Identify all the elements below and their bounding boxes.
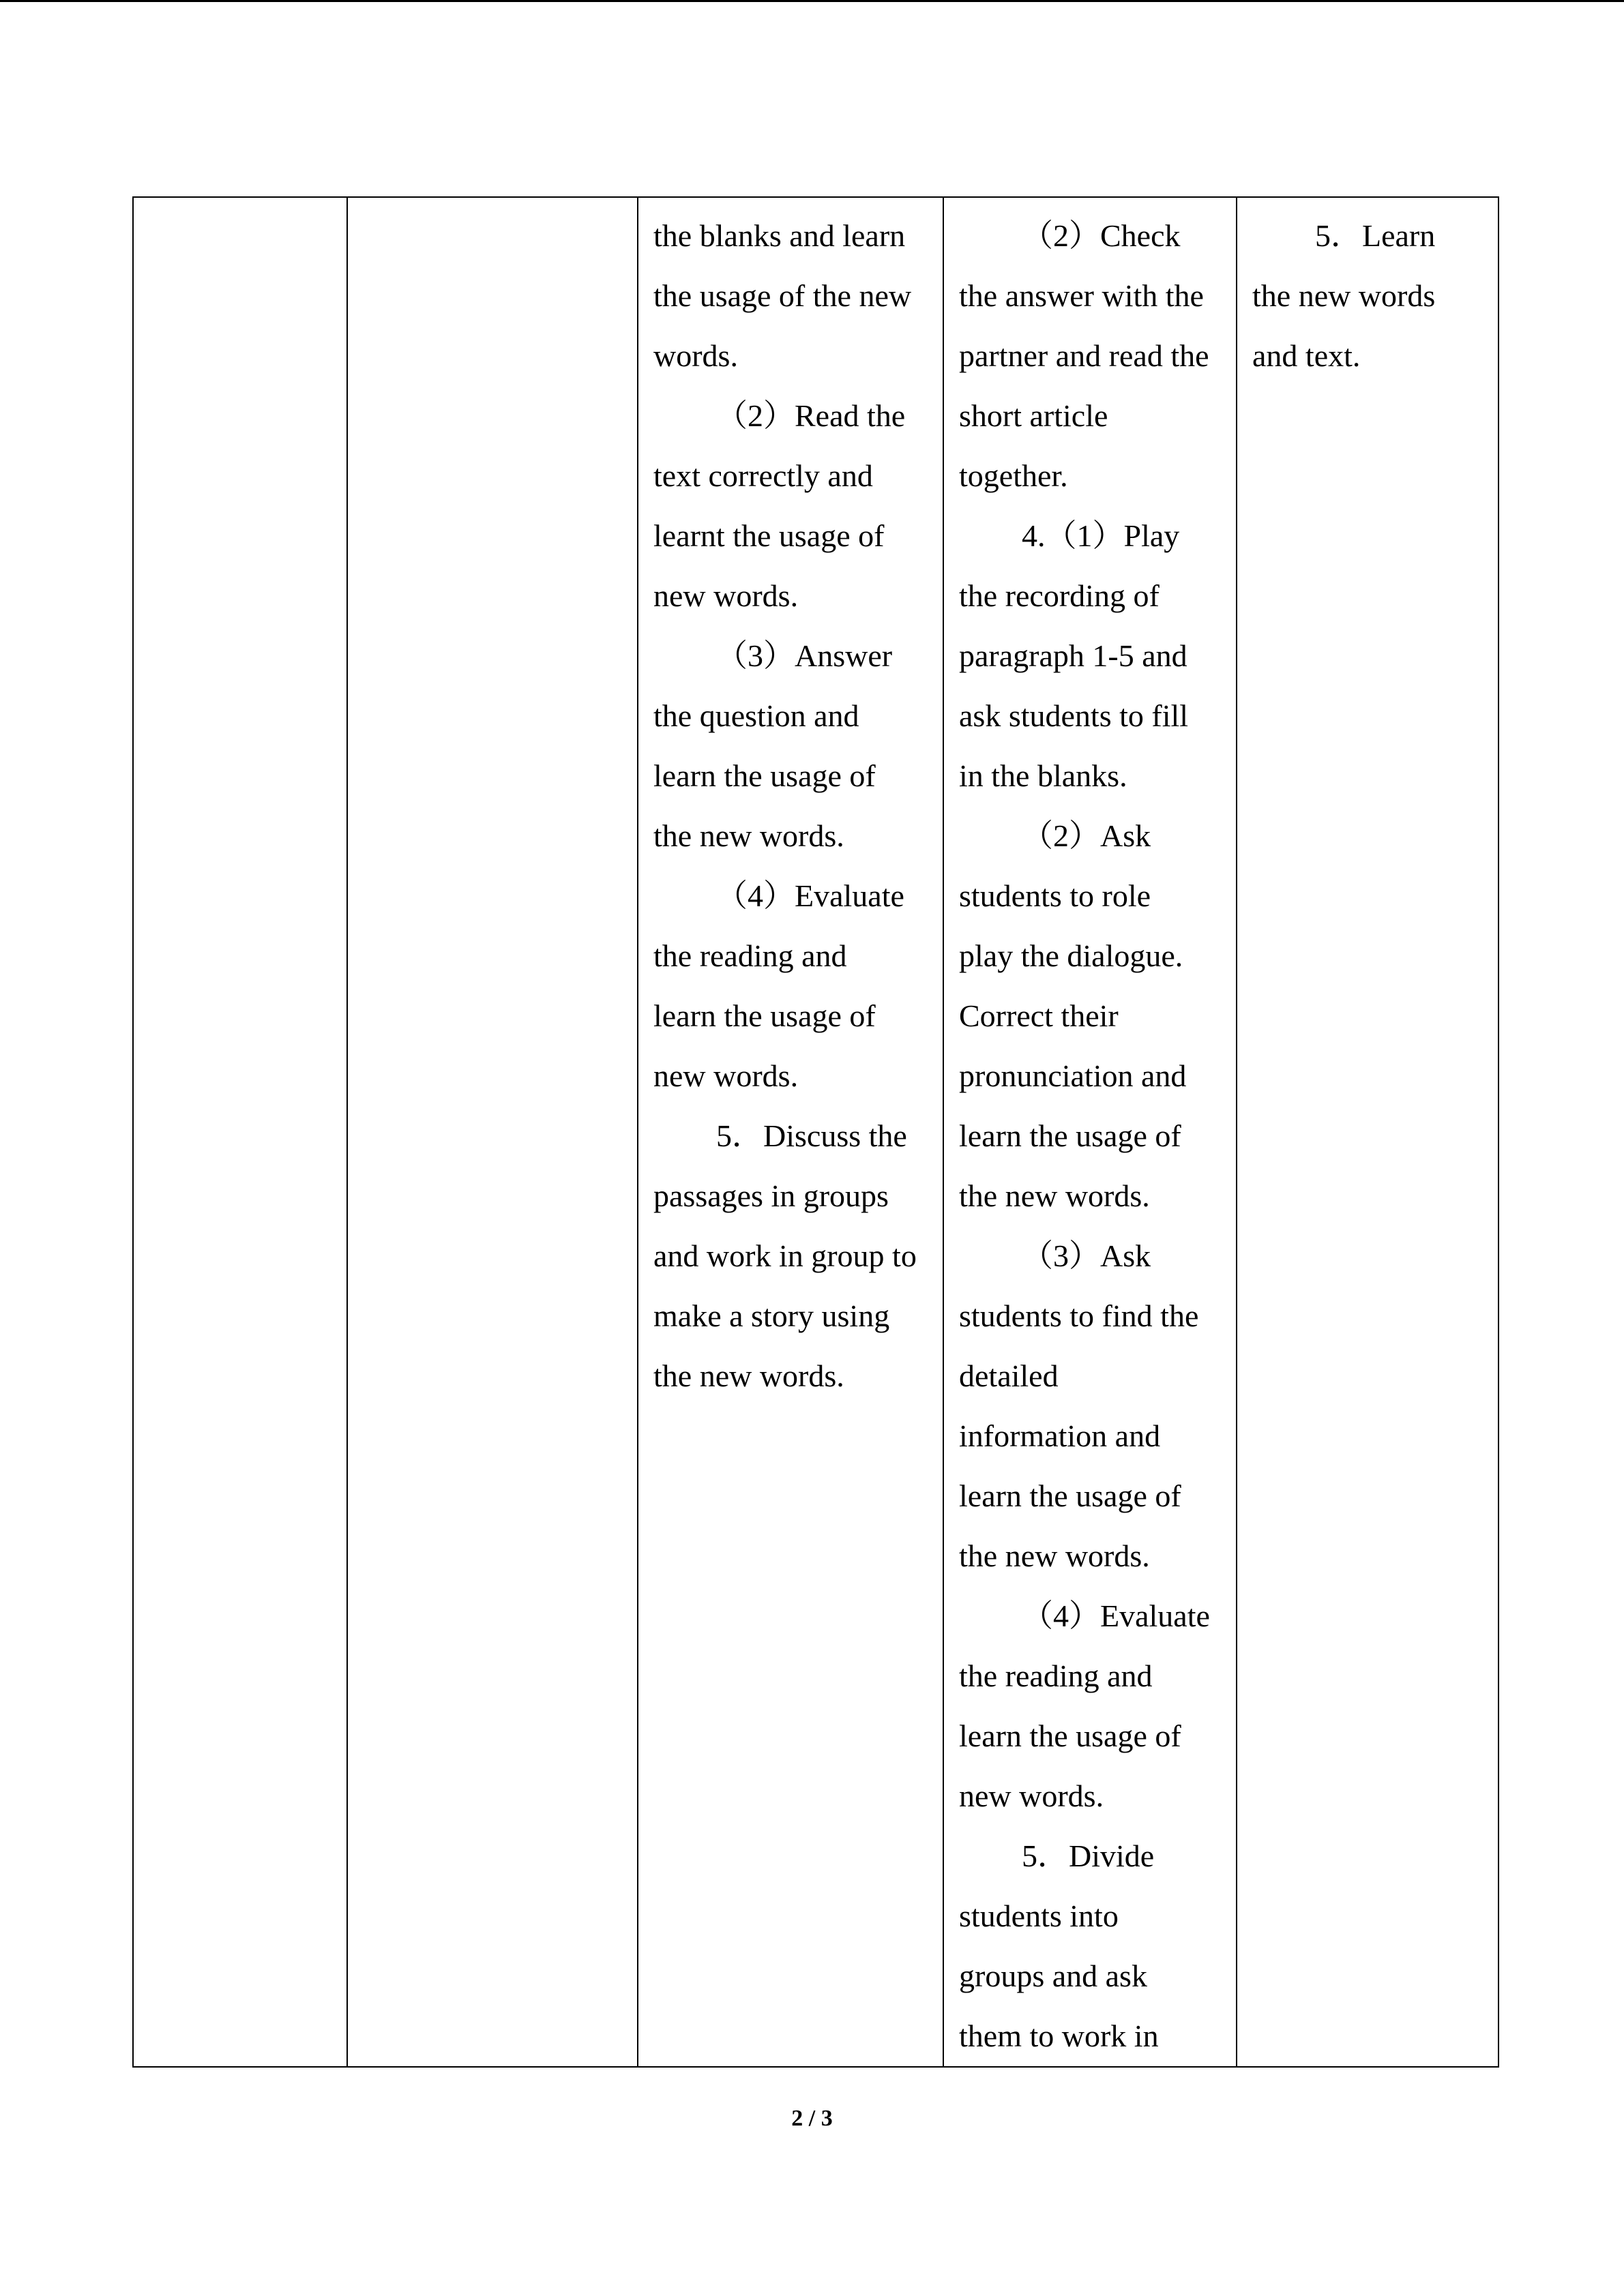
text-line: new words.: [653, 1058, 799, 1093]
table-cell-col2: [347, 197, 638, 2067]
text-line: students to find the: [959, 1298, 1199, 1333]
text-line: paragraph 1-5 and: [959, 638, 1187, 673]
table-cell-purpose: [1237, 197, 1498, 2067]
text-line: groups and ask: [959, 1958, 1147, 1993]
text-line: make a story using: [653, 1298, 890, 1333]
text-line: （2）Check: [1022, 218, 1181, 253]
text-line: new words.: [959, 1778, 1104, 1813]
text-line: 5．Learn: [1315, 218, 1436, 253]
text-line: Correct their: [959, 998, 1119, 1033]
lesson-plan-table: [132, 196, 1499, 2068]
text-line: learn the usage of: [653, 758, 876, 793]
text-line: （3）Ask: [1022, 1238, 1151, 1273]
page-number: 2 / 3: [791, 2106, 833, 2131]
table-cell-col1: [133, 197, 347, 2067]
text-line: the answer with the: [959, 278, 1204, 313]
text-line: students into: [959, 1898, 1119, 1933]
text-line: （4）Evaluate: [1022, 1598, 1210, 1633]
text-line: learnt the usage of: [653, 518, 885, 553]
text-line: the recording of: [959, 578, 1160, 613]
text-line: in the blanks.: [959, 758, 1127, 793]
text-line: words.: [653, 338, 738, 373]
table-cell-student-activities: [638, 197, 943, 2067]
text-line: 4.（1）Play: [1022, 518, 1180, 553]
table-cell-teacher-activities: [943, 197, 1237, 2067]
table-row: [133, 197, 1498, 2067]
text-line: partner and read the: [959, 338, 1209, 373]
text-line: and text.: [1252, 338, 1361, 373]
text-line: the new words: [1252, 278, 1436, 313]
purpose-text: [1237, 198, 1498, 386]
text-line: new words.: [653, 578, 799, 613]
text-line: them to work in: [959, 2018, 1159, 2053]
text-line: （2）Ask: [1022, 818, 1151, 853]
text-line: 5．Divide: [1022, 1838, 1155, 1873]
text-line: passages in groups: [653, 1178, 889, 1213]
text-line: together.: [959, 458, 1068, 493]
text-line: learn the usage of: [959, 1118, 1181, 1153]
text-line: pronunciation and: [959, 1058, 1187, 1093]
text-line: learn the usage of: [959, 1718, 1181, 1753]
text-line: the new words.: [653, 818, 844, 853]
text-line: text correctly and: [653, 458, 873, 493]
text-line: the blanks and learn: [653, 218, 906, 253]
student-activities-text: [638, 198, 943, 1406]
text-line: learn the usage of: [959, 1478, 1181, 1513]
text-line: the new words.: [653, 1358, 844, 1393]
text-line: detailed: [959, 1358, 1059, 1393]
text-line: the new words.: [959, 1538, 1150, 1573]
top-border-line: [0, 0, 1624, 2]
text-line: （2）Read the: [716, 398, 906, 433]
text-line: and work in group to: [653, 1238, 917, 1273]
text-line: learn the usage of: [653, 998, 876, 1033]
text-line: short article: [959, 398, 1108, 433]
text-line: information and: [959, 1418, 1161, 1453]
text-line: （3）Answer: [716, 638, 893, 673]
teacher-activities-text: [944, 198, 1236, 2066]
text-line: the question and: [653, 698, 859, 733]
text-line: play the dialogue.: [959, 938, 1183, 973]
text-line: ask students to fill: [959, 698, 1189, 733]
text-line: 5．Discuss the: [716, 1118, 907, 1153]
text-line: （4）Evaluate: [716, 878, 904, 913]
text-line: the reading and: [959, 1658, 1153, 1693]
text-line: the new words.: [959, 1178, 1150, 1213]
text-line: the usage of the new: [653, 278, 912, 313]
text-line: students to role: [959, 878, 1151, 913]
text-line: the reading and: [653, 938, 847, 973]
